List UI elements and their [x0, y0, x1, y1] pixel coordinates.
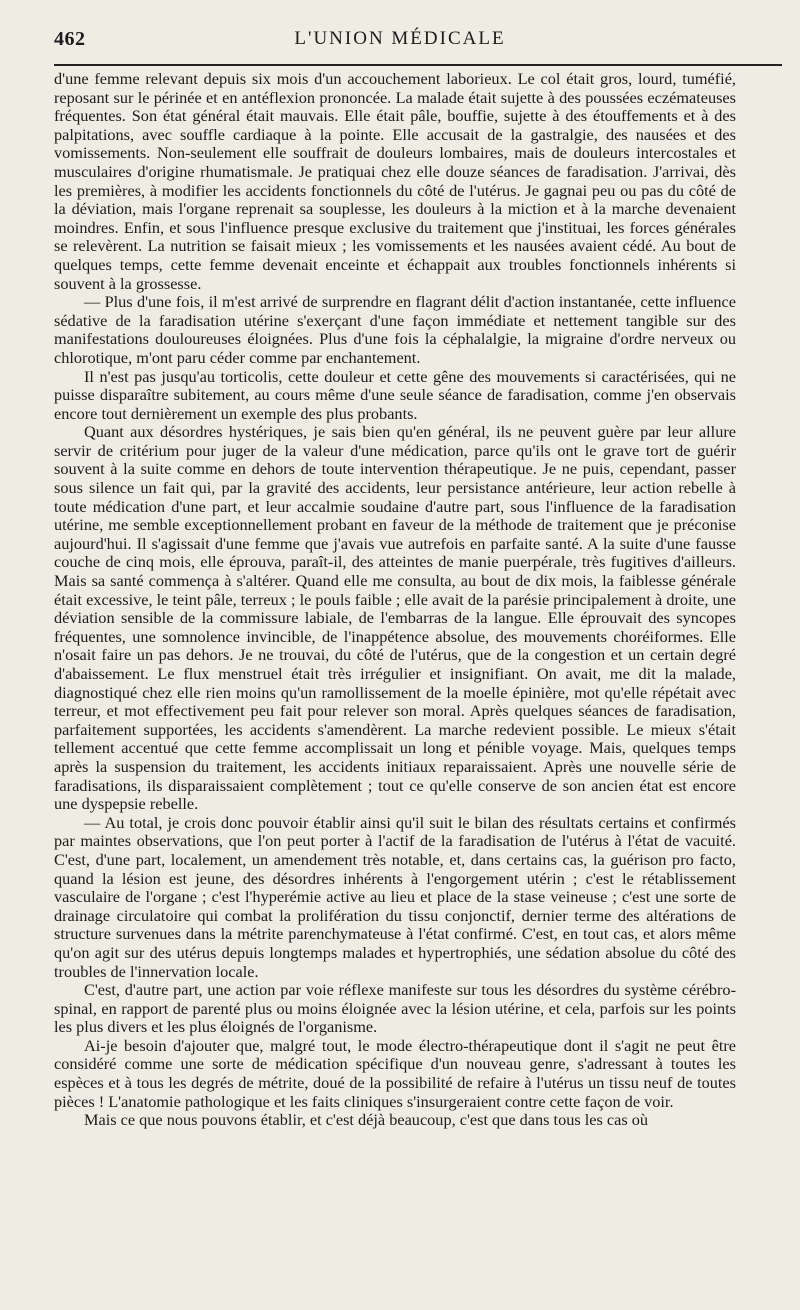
paragraph: Il n'est pas jusqu'au torticolis, cette douleur et cette gêne des mouvements si caractérisées, qui ne puisse disparaître subitement, au cours même d'une seule séance de faradisation, comme j'en observais encore tout dernièrement un exemple des plus probants. [54, 366, 736, 423]
paragraph: — Au total, je crois donc pouvoir établir ainsi qu'il suit le bilan des résultats certains et confirmés par maintes observations, que l'on peut porter à l'actif de la faradisation de l'utérus à l'état de vacuité. C'est, d'une part, localement, un amendement très notable, et, dans certains cas, la guérison pro facto, quand la lésion est jeune, des désordres inhérents à l'engorgement utérin ; c'est le rétablissement vasculaire de l'organe ; c'est l'hyperémie active au lieu et place de la stase veineuse ; c'est une sorte de drainage circulatoire qui combat la prolifération du tissu conjonctif, dernier terme des altérations de structure survenues dans la métrite parenchymateuse à l'état confirmé. C'est, en tout cas, et alors même qu'on agit sur des utérus depuis longtemps malades et hypertrophiés, une sédation absolue du côté des troubles de l'innervation locale. [54, 812, 736, 981]
page-header [0, 22, 800, 62]
header-rule [54, 64, 782, 66]
paragraph: d'une femme relevant depuis six mois d'un accouchement laborieux. Le col était gros, lourd, tuméfié, reposant sur le périnée et en antéflexion prononcée. La malade était sujette à des poussées eczémateuses fréquentes. Son état général était mauvais. Elle était pâle, bouffie, sujette à des étouffements et à des palpitations, avec souffle cardiaque à la pointe. Elle accusait de la gastralgie, des nausées et des vomissements. Non-seulement elle souffrait de douleurs lombaires, mais de douleurs intercostales et musculaires d'origine rhumatismale. Je pratiquai chez elle douze séances de faradisation. J'arrivai, dès les premières, à modifier les accidents fonctionnels du côté de l'utérus. Je gagnai peu ou pas du côté de la déviation, mais l'organe reprenait sa souplesse, les douleurs à la miction et à la marche devenaient moindres. Enfin, et sous l'influence presque exclusive du traitement que j'instituai, les forces générales se relevèrent. La nutrition se faisait mieux ; les vomissements et les nausées avaient cédé. Au bout de quelques temps, cette femme devenait enceinte et échappait aux troubles fonctionnels inhérents si souvent à la grossesse. [54, 69, 736, 293]
paragraph: — Plus d'une fois, il m'est arrivé de surprendre en flagrant délit d'action instantanée, cette influence sédative de la faradisation utérine s'exerçant d'une façon immédiate et nettement tangible sur des manifestations douloureuses éloignées. Plus d'une fois la céphalalgie, la migraine d'ordre nerveux ou chlorotique, m'ont paru céder comme par enchantement. [54, 292, 736, 367]
paragraph: Ai-je besoin d'ajouter que, malgré tout, le mode électro-thérapeutique dont il s'agit ne peut être considéré comme une sorte de médication spécifique d'un nouveau genre, s'adressant à toutes les espèces et à tous les degrés de métrite, doué de la possibilité de refaire à l'utérus un tissu neuf de toutes pièces ! L'anatomie pathologique et les faits cliniques s'insurgeraient contre cette façon de voir. [54, 1035, 736, 1111]
journal-title: L'UNION MÉDICALE [294, 28, 506, 49]
paragraph: Quant aux désordres hystériques, je sais bien qu'en général, ils ne peuvent guère par leur allure servir de critérium pour juger de la valeur d'une médication, parce qu'ils ont le grave tort de guérir souvent à la suite comme en dehors de toute intervention thérapeutique. Je ne puis, cependant, passer sous silence un fait qui, par la gravité des accidents, leur persistance antérieure, leur action rebelle à toute médication d'une part, et leur accalmie soudaine d'autre part, sous l'influence de la faradisation utérine, me semble exceptionnellement probant en faveur de la méthode de traitement que je préconise aujourd'hui. Il s'agissait d'une femme que j'avais vue autrefois en parfaite santé. A la suite d'une fausse couche de cinq mois, elle éprouva, paraît-il, des atteintes de manie puerpérale, très fugitives d'ailleurs. Mais sa santé commença à s'altérer. Quand elle me consulta, au bout de dix mois, la faiblesse générale était excessive, le teint pâle, terreux ; le pouls faible ; elle avait de la parésie principalement à droite, une déviation sensible de la commissure labiale, de l'embarras de la langue. Elle éprouvait des syncopes fréquentes, une somnolence invincible, de l'inappétence absolue, des mouvements choréiformes. Elle n'osait faire un pas dehors. Je ne trouvai, du côté de l'utérus, que de la congestion et un certain degré d'abaissement. Le flux menstruel était très irrégulier et insignifiant. On avait, me dit la malade, diagnostiqué chez elle rien moins qu'un ramollissement de la moelle épinière, mot qu'elle répétait avec terreur, et mot effectivement peu fait pour relever son moral. Après quelques séances de faradisation, parfaitement supportées, les accidents s'amendèrent. La marche redevient possible. Le mieux s'était tellement accentué que cette femme accomplissait un long et pénible voyage. Mais, quelques temps après la suspension du traitement, les accidents initiaux reparaissaient. Après une nouvelle série de faradisations, ils disparaissaient complètement ; tout ce qu'elle conserve de son ancien état est encore une dyspepsie rebelle. [54, 422, 736, 814]
paragraph: Mais ce que nous pouvons établir, et c'est déjà beaucoup, c'est que dans tous les cas où [84, 1110, 649, 1130]
body-text [54, 70, 736, 1130]
paragraph: C'est, d'autre part, une action par voie réflexe manifeste sur tous les désordres du système cérébro-spinal, en rapport de parenté plus ou moins éloignée avec la lésion utérine, et cela, parfois sur les points les plus divers et les plus éloignés de l'organisme. [54, 980, 736, 1037]
page-number: 462 [54, 28, 86, 50]
